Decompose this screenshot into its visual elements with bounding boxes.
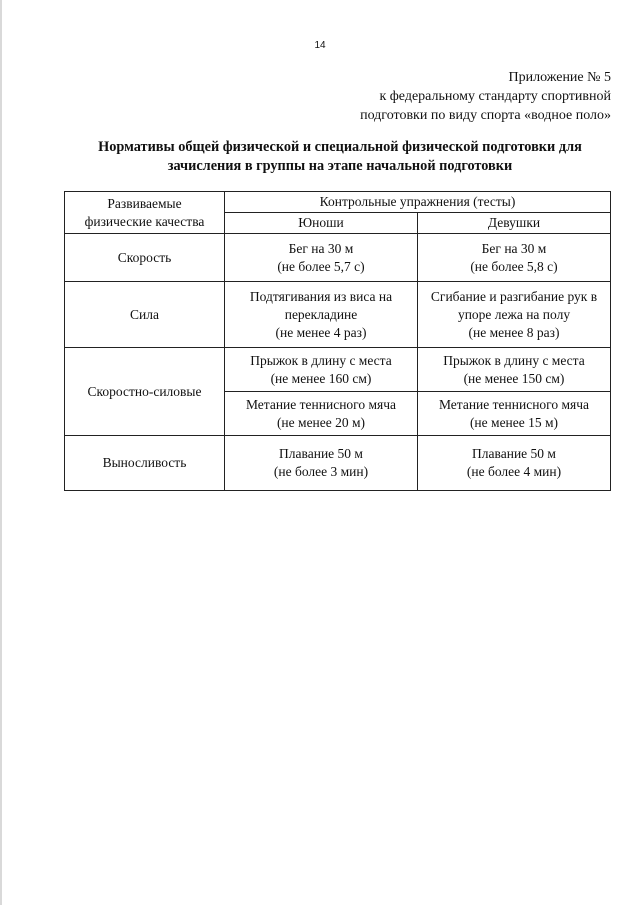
girls-test-cell	[418, 392, 611, 436]
test-norm: (не более 4 мин)	[466, 464, 562, 479]
table-row	[65, 234, 611, 282]
appendix-line: подготовки по виду спорта «водное поло»	[360, 108, 611, 123]
boys-test-cell	[225, 392, 418, 436]
test-name: Метание теннисного мяча	[438, 396, 590, 412]
test-name: Прыжок в длину с места	[443, 352, 585, 368]
girls-test-cell	[418, 348, 611, 392]
table-row	[65, 436, 611, 491]
test-name: Метание теннисного мяча	[245, 396, 397, 412]
appendix-line: Приложение № 5	[508, 70, 611, 85]
test-name: Бег на 30 м	[481, 240, 547, 256]
test-name: упоре лежа на полу	[457, 306, 571, 322]
table-row	[65, 348, 611, 392]
girls-test-cell	[418, 436, 611, 491]
header-quality-cell	[65, 192, 225, 234]
norms-table	[64, 191, 611, 491]
test-norm: (не менее 8 раз)	[468, 324, 560, 340]
test-name: Плавание 50 м	[279, 446, 363, 461]
title-line: Нормативы общей физической и специальной физической подготовки для	[98, 139, 582, 155]
test-norm: (не более 5,8 с)	[470, 258, 558, 274]
boys-test-cell	[225, 234, 418, 282]
header-girls-cell: Девушки	[418, 213, 611, 234]
header-tests-cell: Контрольные упражнения (тесты)	[225, 192, 611, 213]
boys-test-cell	[225, 436, 418, 491]
test-name: перекладине	[284, 306, 358, 322]
test-norm: (не менее 4 раз)	[275, 324, 367, 340]
header-quality-label: Развиваемые	[107, 195, 182, 211]
quality-cell: Выносливость	[65, 436, 225, 491]
header-boys-cell: Юноши	[225, 213, 418, 234]
test-name: Подтягивания из виса на	[249, 288, 393, 304]
girls-test-cell	[418, 234, 611, 282]
test-norm: (не менее 20 м)	[276, 414, 366, 430]
boys-test-cell	[225, 348, 418, 392]
test-norm: (не менее 160 см)	[270, 370, 372, 386]
header-quality-label: физические качества	[84, 213, 205, 229]
boys-test-cell	[225, 282, 418, 348]
page-left-edge	[0, 0, 2, 905]
table-header-row	[65, 192, 611, 213]
test-name: Бег на 30 м	[288, 240, 354, 256]
test-name: Прыжок в длину с места	[250, 352, 392, 368]
table-row	[65, 282, 611, 348]
document-title	[50, 138, 630, 176]
appendix-header	[360, 68, 611, 125]
test-norm: (не более 5,7 с)	[277, 258, 365, 274]
test-norm: (не менее 15 м)	[469, 414, 559, 430]
title-line: зачисления в группы на этапе начальной подготовки	[167, 158, 513, 174]
quality-cell: Скоростно-силовые	[65, 348, 225, 436]
test-norm: (не менее 150 см)	[463, 370, 565, 386]
test-name: Плавание 50 м	[472, 446, 556, 461]
appendix-line: к федеральному стандарту спортивной	[379, 89, 611, 104]
test-norm: (не более 3 мин)	[273, 464, 369, 479]
page-number: 14	[314, 40, 326, 51]
test-name: Сгибание и разгибание рук в	[430, 288, 598, 304]
girls-test-cell	[418, 282, 611, 348]
quality-cell: Скорость	[65, 234, 225, 282]
quality-cell: Сила	[65, 282, 225, 348]
